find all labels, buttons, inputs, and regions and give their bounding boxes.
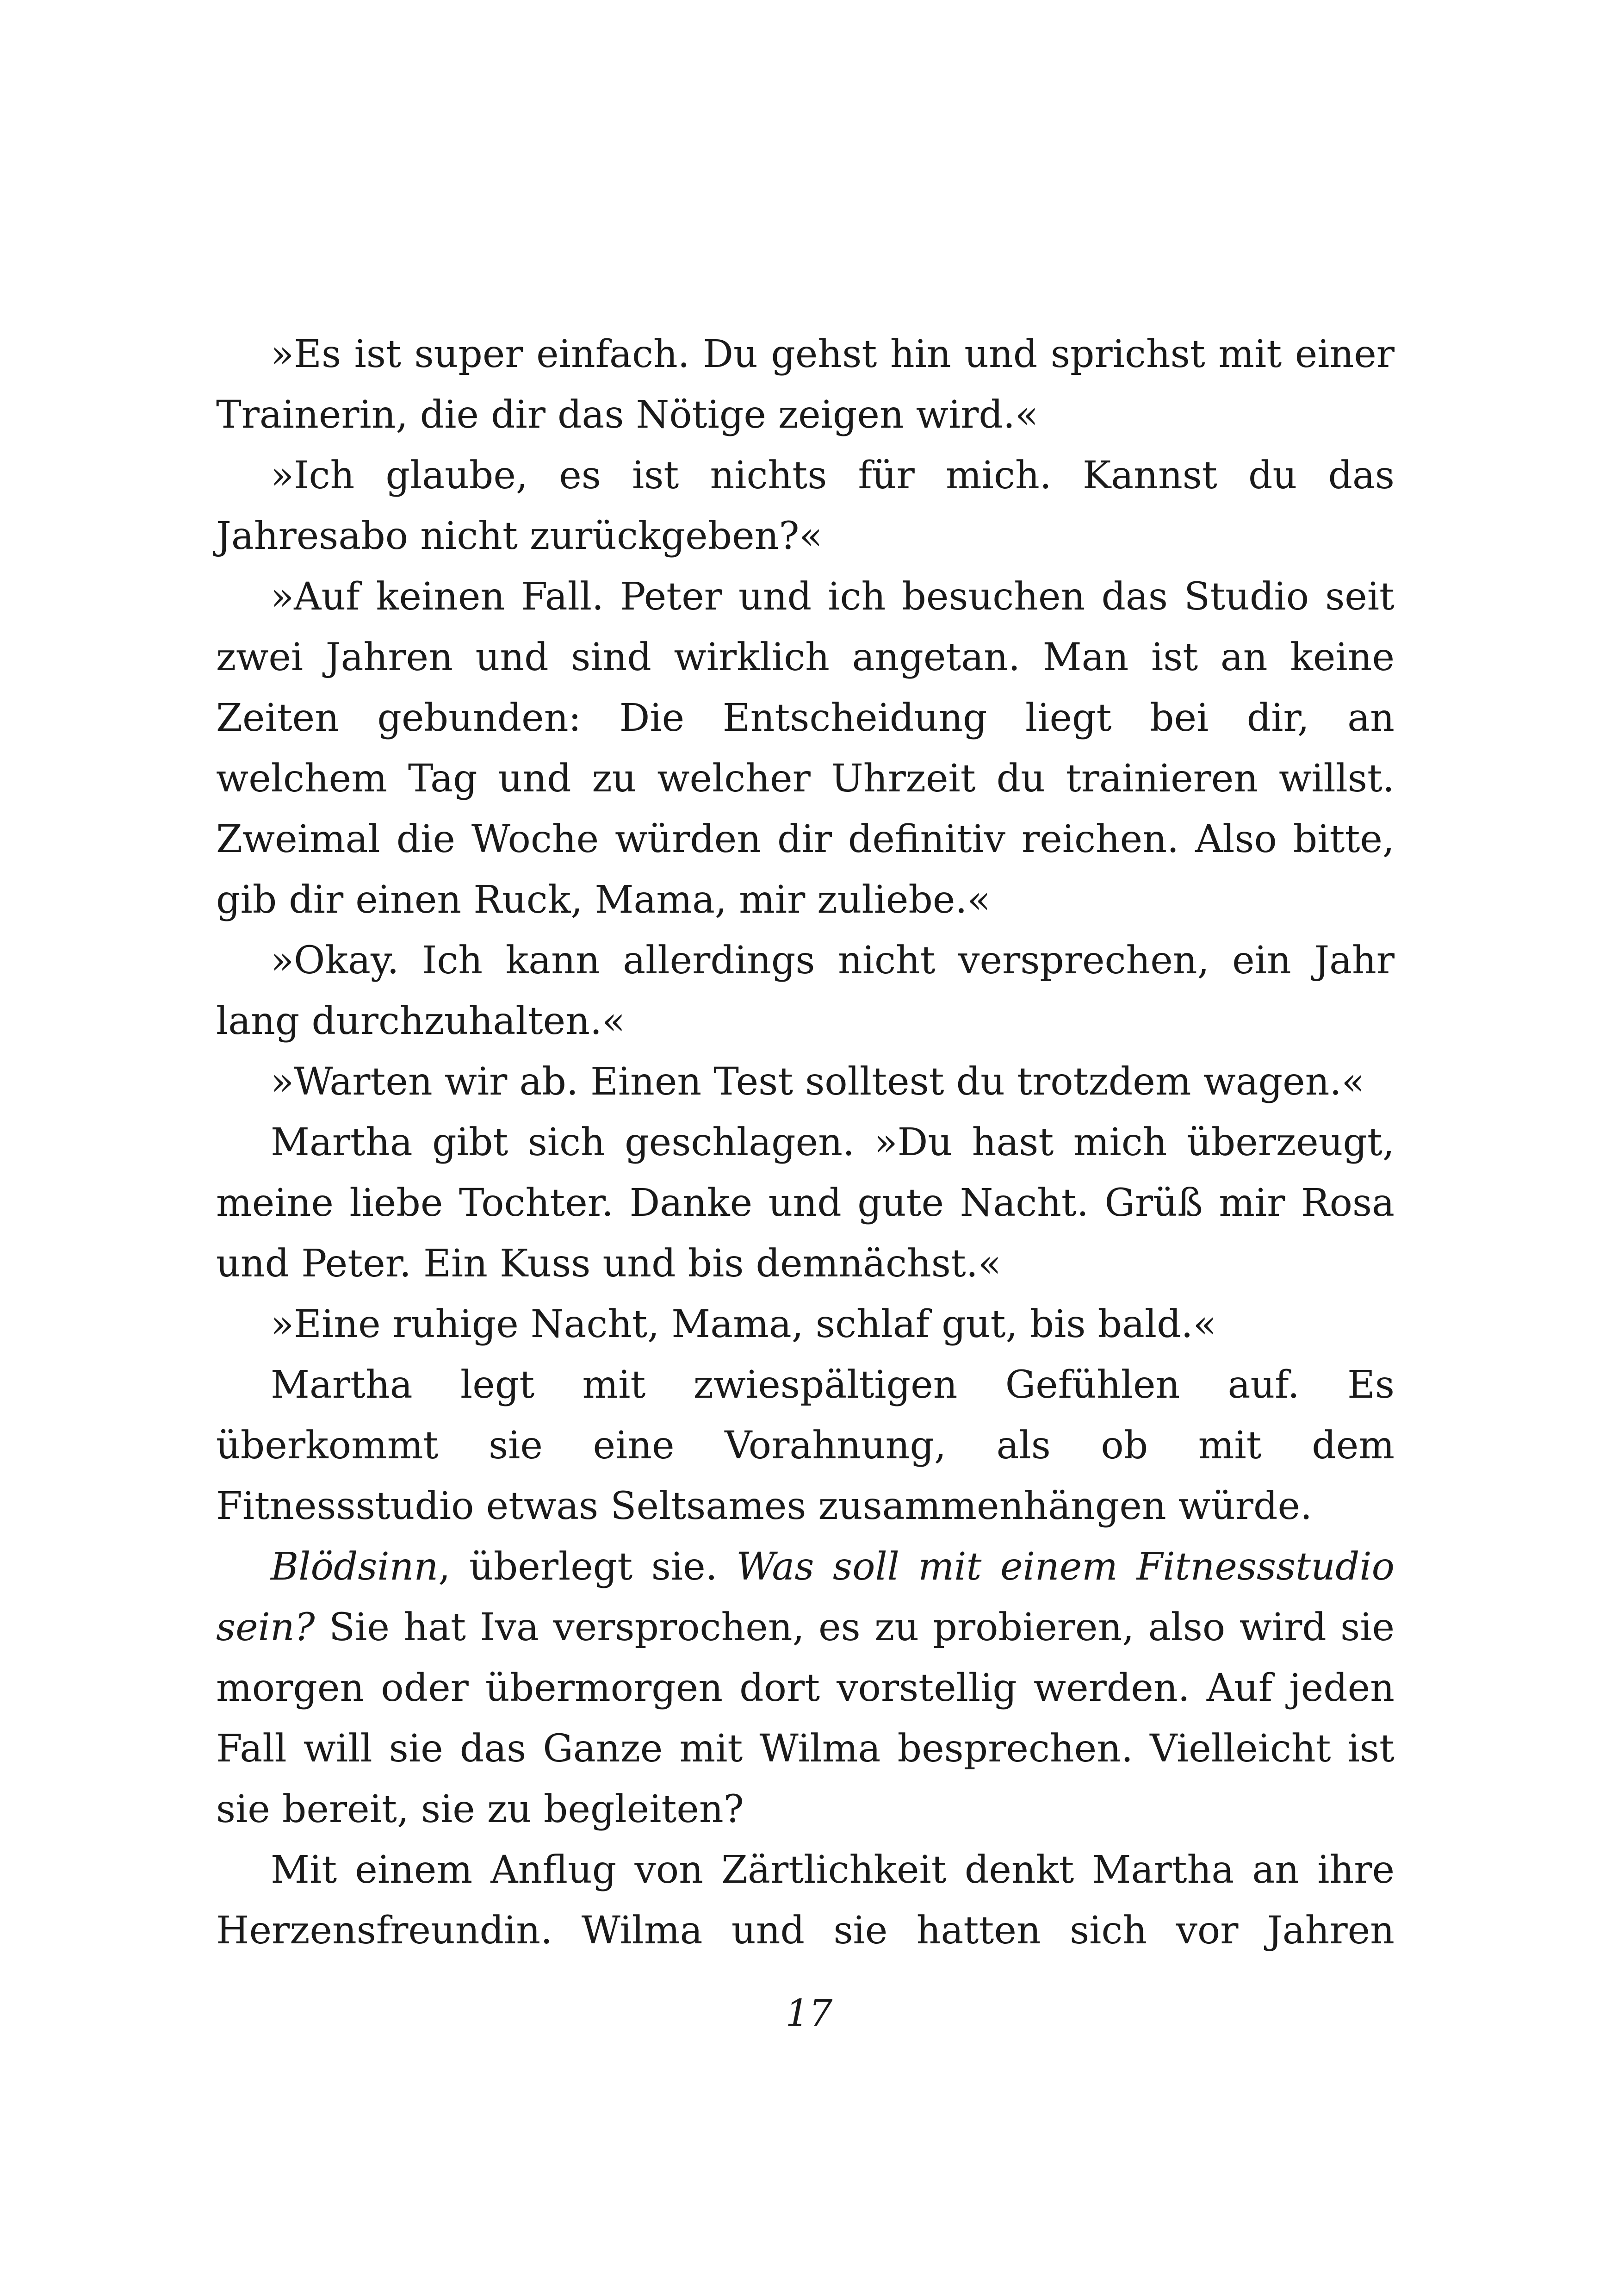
paragraph-text: , überlegt sie.: [438, 1545, 737, 1589]
thought-paragraph: [216, 1537, 1395, 1840]
page-number: 17: [785, 1991, 833, 2035]
paragraph: »Warten wir ab. Einen Test solltest du trotzdem wagen.«: [271, 1060, 1365, 1104]
page-body: [216, 324, 1395, 1961]
paragraph-text: Sie hat Iva versprochen, es zu probieren, also wird sie morgen oder übermorgen dort vorstellig werden. Auf jeden Fall will sie das Ganze mit Wilma besprechen. Vielleicht ist sie bereit, sie zu begleiten?: [216, 1605, 1395, 1831]
paragraph: Martha gibt sich geschlagen. »Du hast mich überzeugt, meine liebe Tochter. Danke und gute Nacht. Grüß mir Rosa und Peter. Ein Kuss und bis demnächst.«: [216, 1120, 1395, 1286]
paragraph: »Auf keinen Fall. Peter und ich besuchen das Studio seit zwei Jahren und sind wirklich angetan. Man ist an keine Zeiten gebunden: Die Entscheidung liegt bei dir, an welchem Tag und zu welcher Uhrzeit du trainieren willst. Zweimal die Woche würden dir definitiv reichen. Also bitte, gib dir einen Ruck, Mama, mir zuliebe.«: [216, 575, 1395, 922]
italic-thought: Was soll mit einem Fitnessstudio sein?: [216, 1545, 1395, 1649]
paragraph: »Ich glaube, es ist nichts für mich. Kannst du das Jahresabo nicht zurückgeben?«: [216, 454, 1395, 558]
paragraph: »Okay. Ich kann allerdings nicht versprechen, ein Jahr lang durchzuhalten.«: [216, 939, 1395, 1043]
paragraph: Martha legt mit zwiespältigen Gefühlen auf. Es überkommt sie eine Vorahnung, als ob mit dem Fitnessstudio etwas Seltsames zusammenhängen würde.: [216, 1363, 1395, 1528]
paragraph: Mit einem Anflug von Zärtlichkeit denkt Martha an ihre Herzensfreundin. Wilma und sie hatten sich vor Jahren: [216, 1848, 1395, 1953]
paragraph: »Eine ruhige Nacht, Mama, schlaf gut, bis bald.«: [271, 1302, 1216, 1346]
italic-thought: Blödsinn: [271, 1545, 439, 1589]
paragraph: »Es ist super einfach. Du gehst hin und sprichst mit einer Trainerin, die dir das Nötige zeigen wird.«: [216, 332, 1395, 437]
